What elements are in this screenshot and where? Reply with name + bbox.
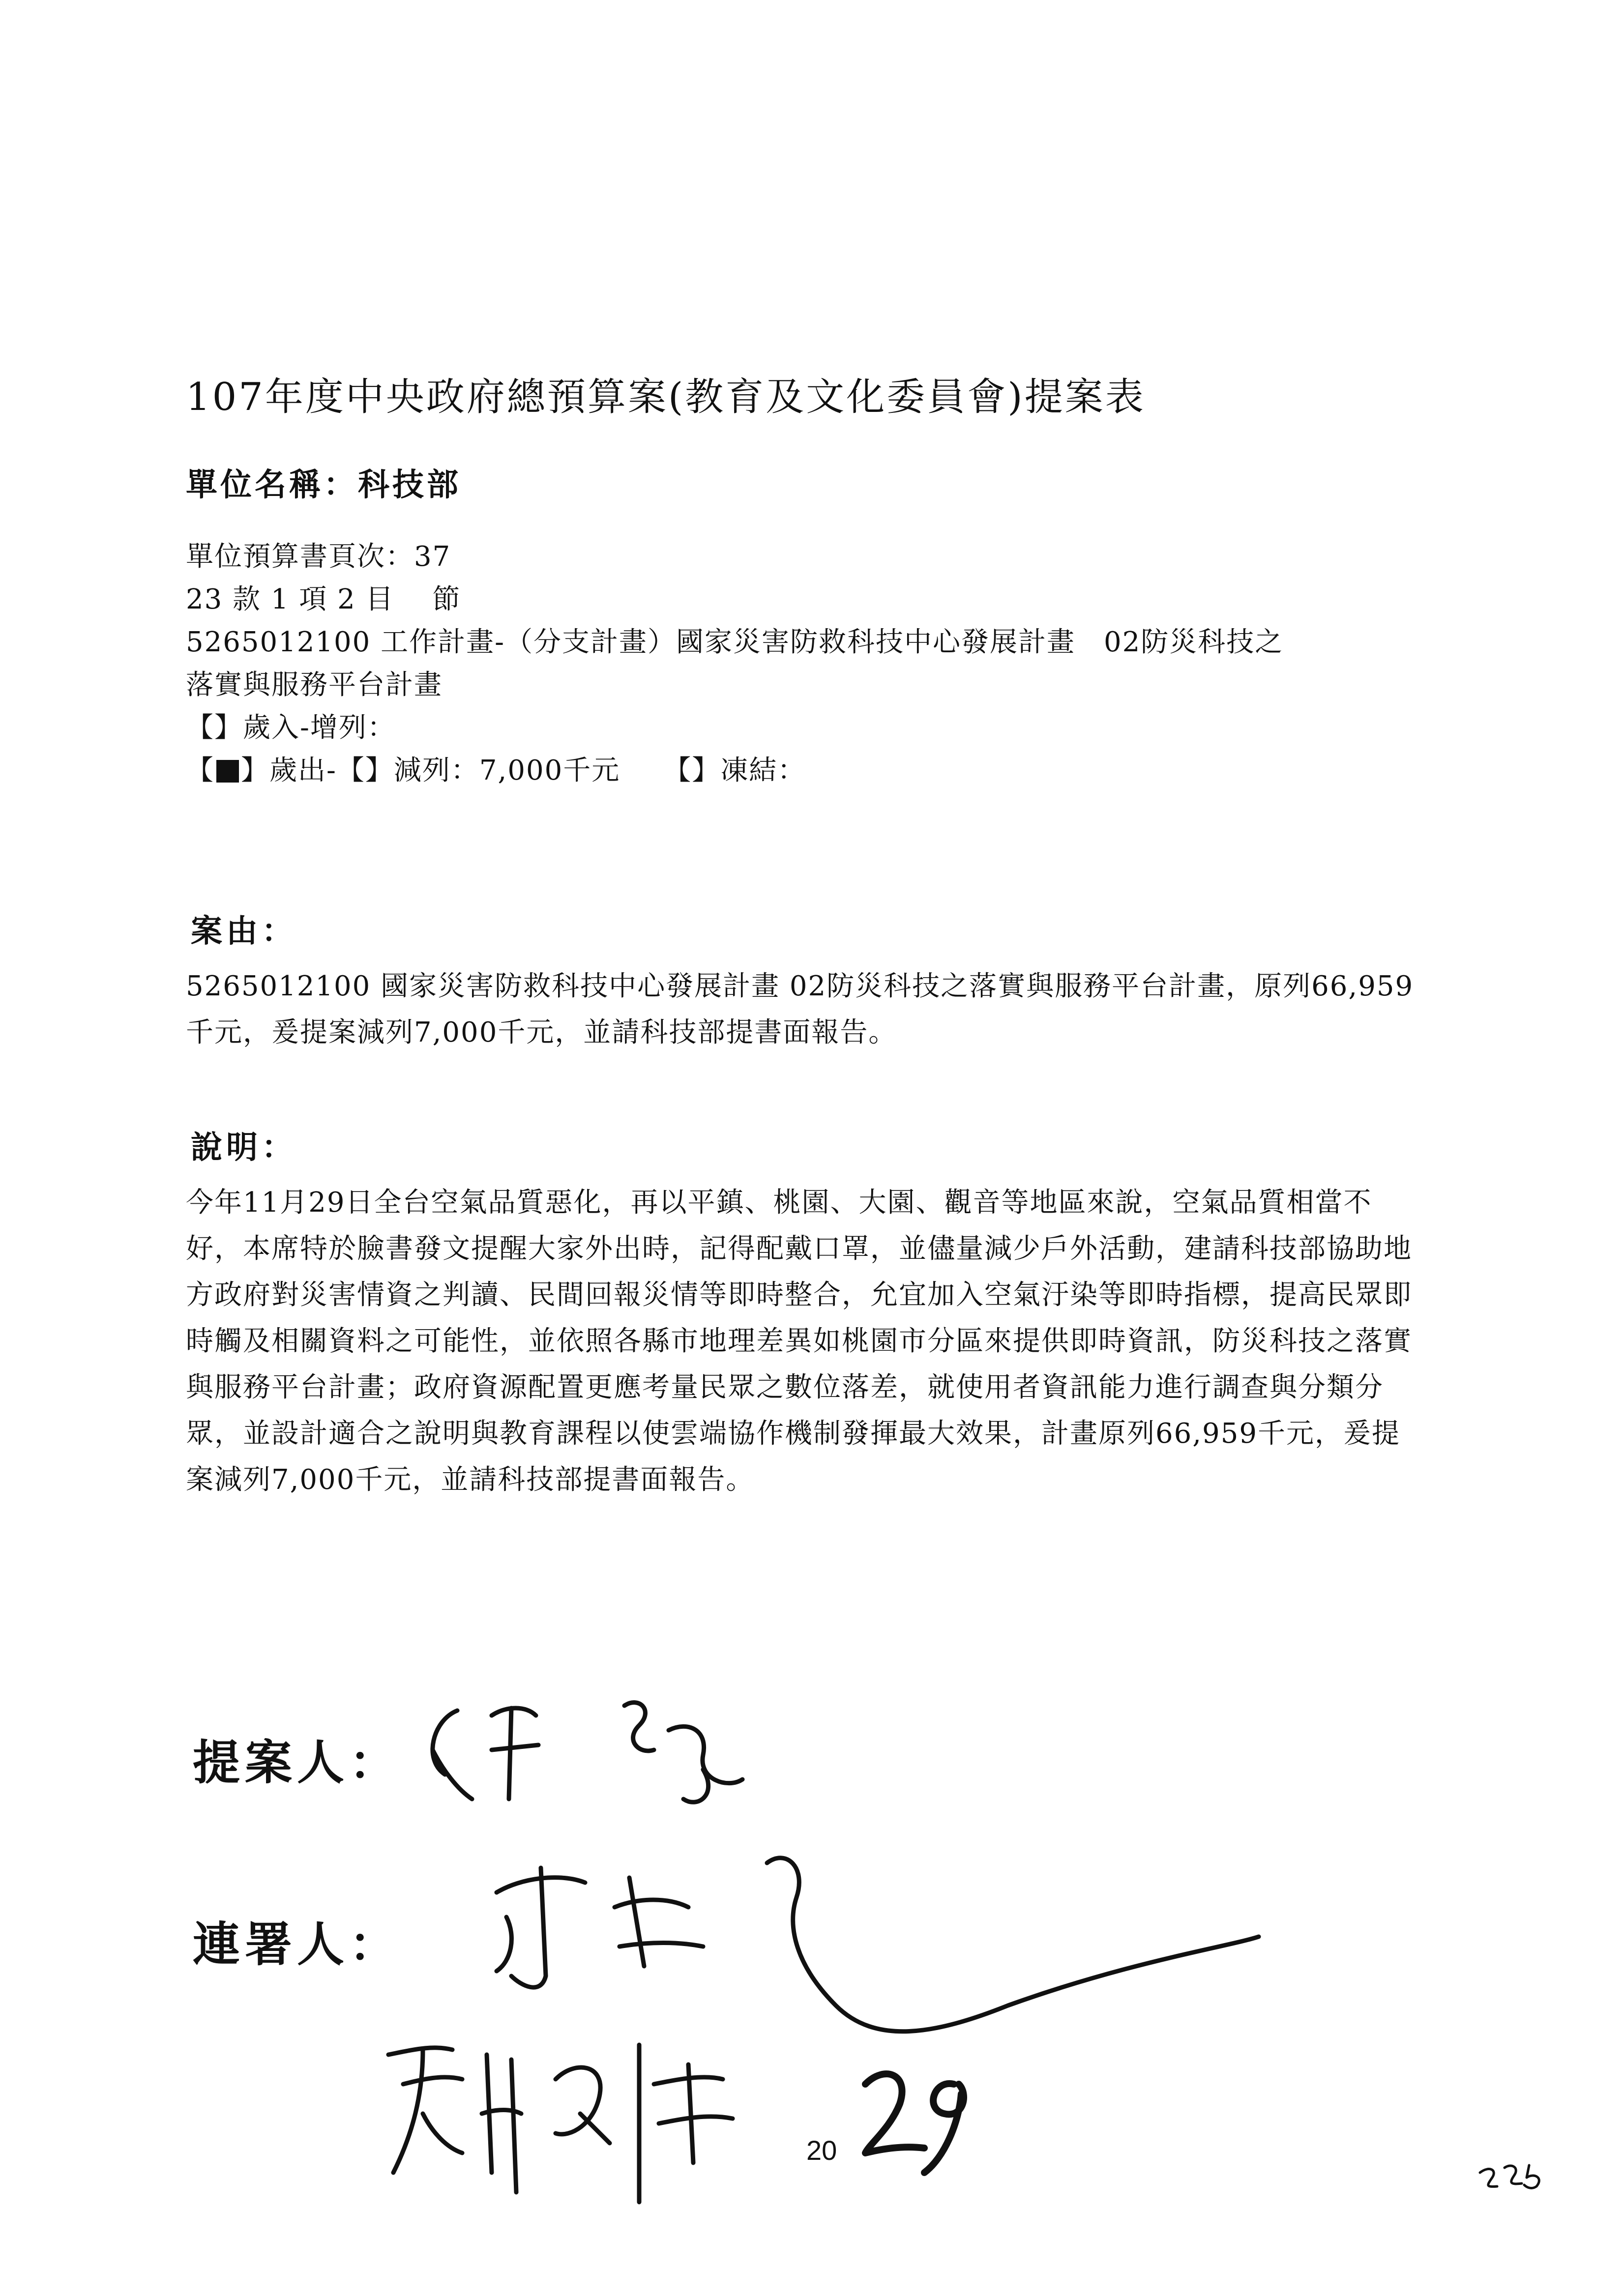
cosigner-signature-2 — [388, 2045, 733, 2202]
corner-handwritten-note — [1480, 2165, 1539, 2188]
proposer-label: 提案人： — [193, 1735, 401, 1790]
expenditure-suffix: 】歲出-【】減列：7,000千元 【】凍結： — [241, 755, 806, 786]
case-reason-heading: 案由： — [191, 913, 297, 950]
proposer-signature — [433, 1703, 742, 1802]
handwritten-page-number — [865, 2074, 964, 2173]
revenue-line: 【】歲入-增列： — [186, 712, 396, 744]
page-number: 20 — [806, 2135, 837, 2166]
unit-name: 單位名稱：科技部 — [186, 466, 461, 503]
section-line: 23 款 1 項 2 目 節 — [186, 583, 461, 615]
explanation-heading: 說明： — [191, 1129, 297, 1166]
expenditure-prefix: 【 — [186, 755, 214, 786]
page-title: 107年度中央政府總預算案(教育及文化委員會)提案表 — [186, 375, 1146, 419]
cosigner-label: 連署人： — [193, 1917, 401, 1972]
case-reason-text: 5265012100 國家災害防救科技中心發展計畫 02防災科技之落實與服務平台計畫，原列66,959千元，爰提案減列7,000千元，並請科技部提書面報告。 — [186, 970, 1414, 1048]
explanation-text: 今年11月29日全台空氣品質惡化，再以平鎮、桃園、大園、觀音等地區來說，空氣品質相當不好，本席特於臉書發文提醒大家外出時，記得配戴口罩，並儘量減少戶外活動，建請科技部協助地方政府對災害情資之判讀、民間回報災情等即時整合，允宜加入空氣汙染等即時指標，提高民眾即時觸及相關資料之可能性，並依照各縣市地理差異如桃園市分區來提供即時資訊，防災科技之落實與服務平台計畫；政府資源配置更應考量民眾之數位落差，就使用者資訊能力進行調查與分類分眾，並設計適合之說明與教育課程以使雲端協作機制發揮最大效果，計畫原列66,959千元，爰提案減列7,000千元，並請科技部提書面報告。 — [186, 1187, 1412, 1496]
plan-line-2: 落實與服務平台計畫 — [186, 669, 443, 701]
cosigner-signature-1 — [497, 1858, 1259, 2032]
plan-line-1: 5265012100 工作計畫-（分支計畫）國家災害防救科技中心發展計畫 02防災科技之 — [186, 626, 1284, 658]
budget-page: 單位預算書頁次：37 — [186, 541, 451, 573]
